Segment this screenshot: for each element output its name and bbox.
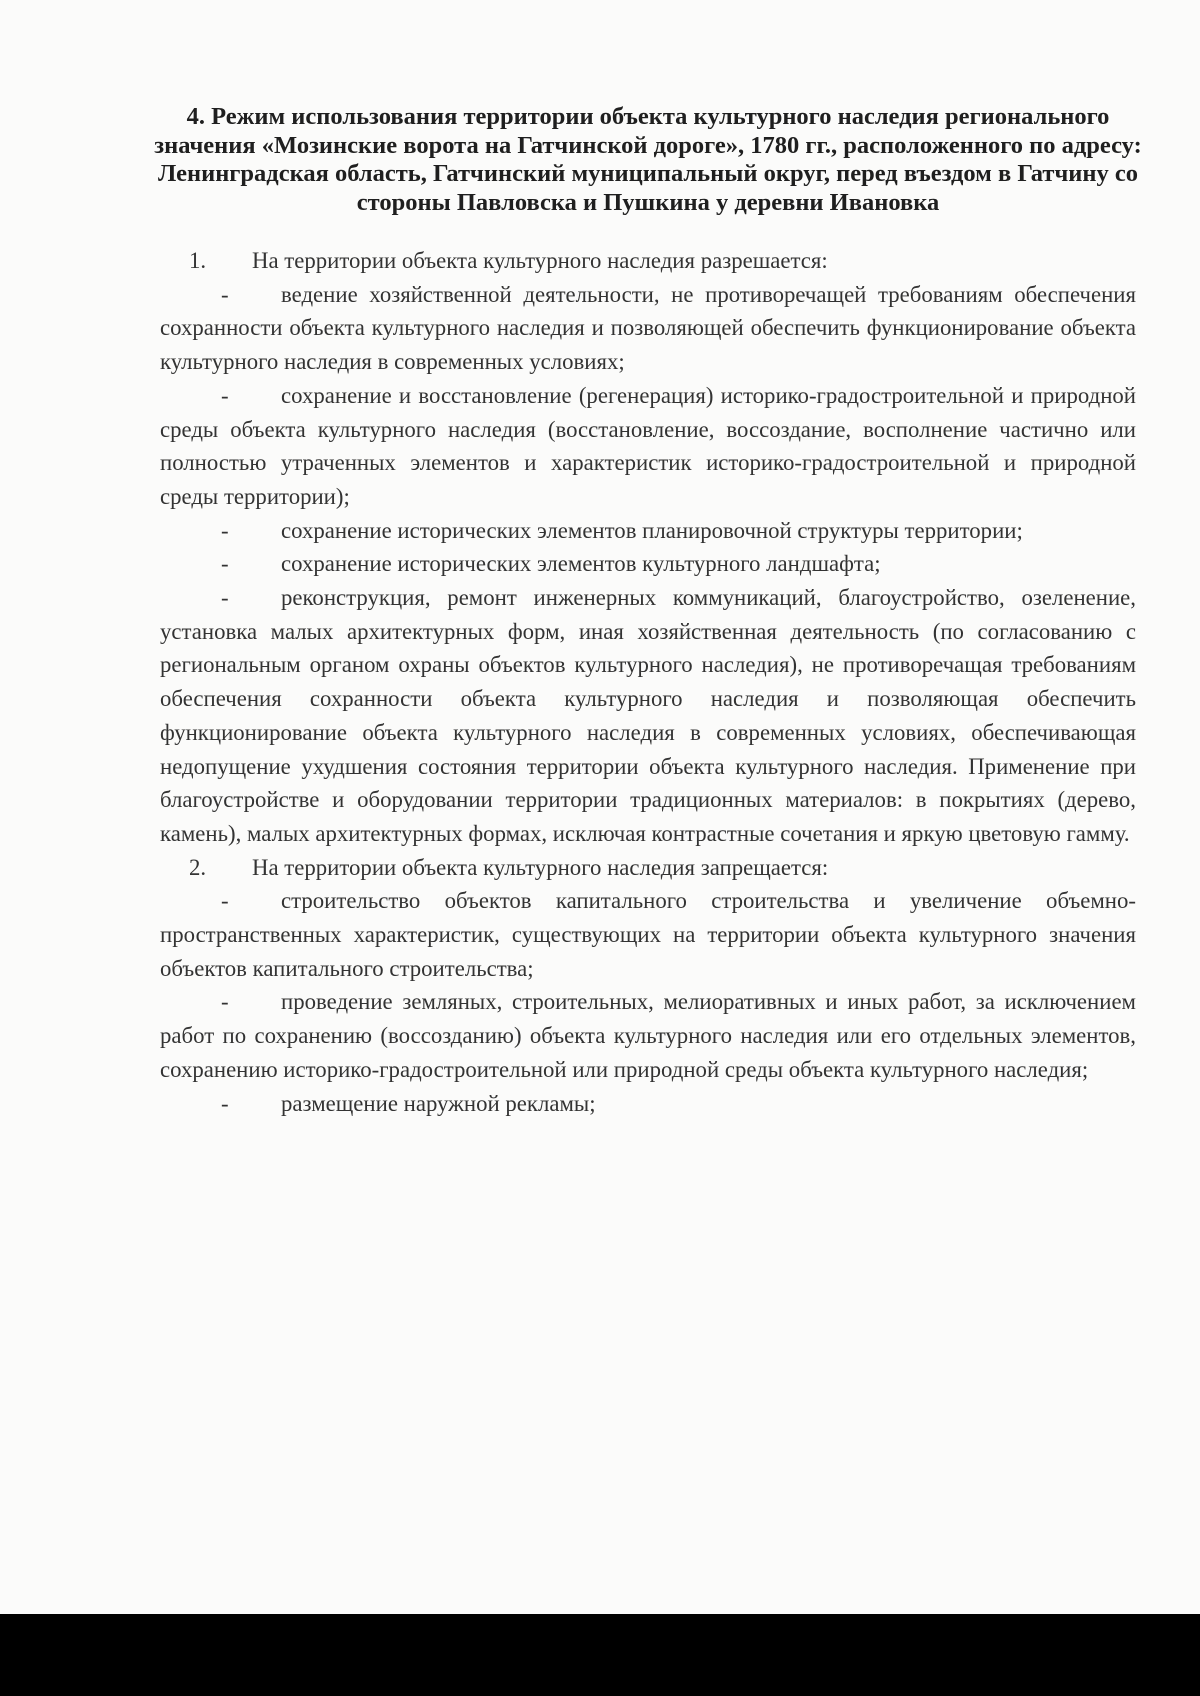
list-item-text: реконструкция, ремонт инженерных коммуникаций, благоустройство, озеленение, установка малых архитектурных форм, иная хозяйственная деятельность (по согласованию с региональным органом охраны объектов культурного наследия), не противоречащая требованиям обеспечения сохранности объекта культурного наследия и позволяющая обеспечить функционирование объекта культурного наследия в современных условиях, обеспечивающая недопущение ухудшения состояния территории объекта культурного наследия. Применение при благоустройстве и оборудовании территории традиционных материалов: в покрытиях (дерево, камень), малых архитектурных формах, исключая контрастные сочетания и яркую цветовую гамму. [160,585,1136,846]
list-item [160,985,1136,1086]
dash-bullet: - [221,888,229,914]
document-body [160,244,1136,1120]
dash-bullet: - [221,585,229,611]
list-item-text: размещение наружной рекламы; [281,1090,596,1116]
section-number: 1. [189,248,207,273]
scan-bottom-border [0,1614,1200,1696]
section-heading-text: На территории объекта культурного наследия запрещается: [252,854,829,880]
dash-bullet: - [221,517,229,543]
document-title: 4. Режим использования территории объекта культурного наследия регионального значения «Мозинские ворота на Гатчинской дороге», 1780 гг., расположенного по адресу: Ленинградская область, Гатчинский муниципальный округ, перед въездом в Гатчину со стороны Павловска и Пушкина у деревни Ивановка [154,103,1142,216]
dash-bullet: - [221,989,229,1015]
list-item [160,514,1136,548]
list-item [160,884,1136,985]
dash-bullet: - [221,1090,229,1116]
list-item [160,581,1136,851]
list-item-text: ведение хозяйственной деятельности, не противоречащей требованиям обеспечения сохранности объекта культурного наследия и позволяющей обеспечить функционирование объекта культурного наследия в современных условиях; [160,281,1136,375]
list-item-text: проведение земляных, строительных, мелиоративных и иных работ, за исключением работ по сохранению (воссозданию) объекта культурного наследия или его отдельных элементов, сохранению историко-градостроительной или природной среды объекта культурного наследия; [160,989,1136,1082]
list-item [160,379,1136,514]
section-heading-text: На территории объекта культурного наследия разрешается: [252,248,828,273]
section-2-heading [160,851,1136,885]
section-1-heading [160,244,1136,278]
dash-bullet: - [221,281,229,307]
list-item [160,547,1136,581]
list-item-text: сохранение исторических элементов планировочной структуры территории; [281,517,1023,543]
list-item-text: сохранение и восстановление (регенерация) историко-градостроительной и природной среды объекта культурного наследия (восстановление, воссоздание, восполнение частично или полностью утраченных элементов и характеристик историко-градостроительной и природной среды территории); [160,382,1136,509]
section-number: 2. [189,854,207,880]
dash-bullet: - [221,551,229,577]
dash-bullet: - [221,382,229,408]
list-item [160,278,1136,379]
list-item-text: сохранение исторических элементов культурного ландшафта; [281,551,881,577]
list-item-text: строительство объектов капитального строительства и увеличение объемно-пространственных характеристик, существующих на территории объекта культурного значения объектов капитального строительства; [160,888,1136,981]
list-item [160,1087,1136,1121]
